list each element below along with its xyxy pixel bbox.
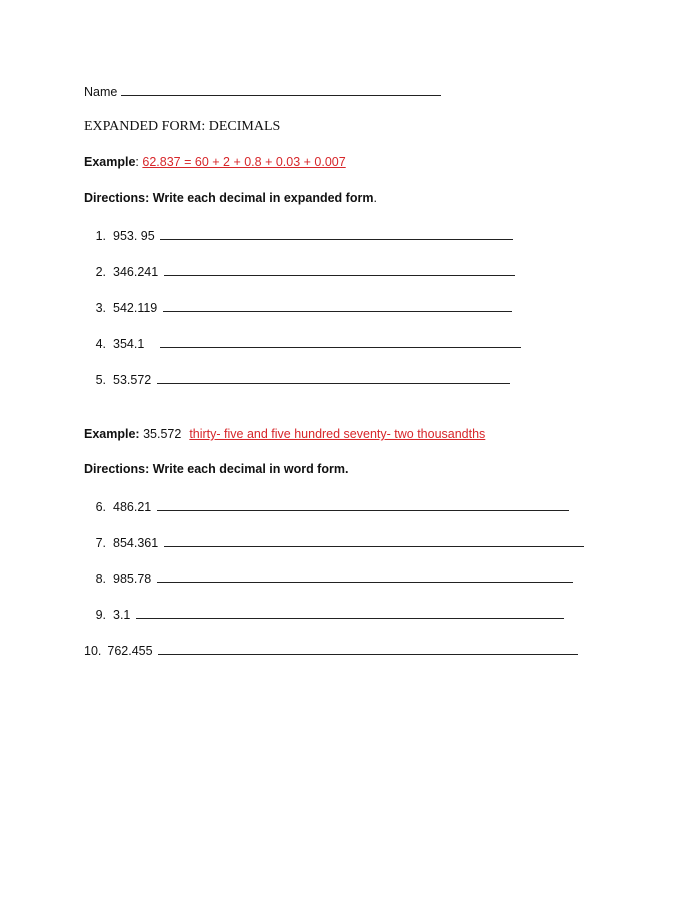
item-value: 53.572 [113,373,152,387]
answer-blank[interactable] [163,298,512,312]
item-number: 2. [95,265,106,279]
directions-period: . [373,191,377,205]
directions-word-form [84,461,348,477]
item-value: 542.119 [113,301,158,315]
item-value: 985.78 [113,572,152,586]
example-colon: : [135,155,139,169]
answer-blank[interactable] [157,569,573,583]
directions-expanded [84,190,377,206]
item-number: 7. [95,536,106,550]
list-item [84,370,510,388]
item-value: 854.361 [113,536,159,550]
worksheet-title: EXPANDED FORM: DECIMALS [84,119,281,134]
directions-label: Directions [84,191,146,205]
item-number: 9. [95,608,106,622]
item-value: 486.21 [113,500,152,514]
item-value: 953. 95 [113,229,155,243]
list-item [84,298,512,316]
list-item [84,334,521,352]
answer-blank[interactable] [160,226,513,240]
list-item [84,605,564,623]
directions-text: : Write each decimal in expanded form [145,191,374,205]
answer-blank[interactable] [157,370,510,384]
example-word-form [84,426,485,442]
answer-blank[interactable] [164,533,584,547]
example-label: Example: [84,427,140,441]
list-item [84,226,513,244]
list-item [84,641,578,659]
item-value: 762.455 [107,644,153,658]
name-label: Name [84,85,118,99]
list-item [84,569,573,587]
item-value: 346.241 [113,265,159,279]
answer-blank[interactable] [136,605,564,619]
item-value: 3.1 [113,608,131,622]
example-answer: thirty- five and five hundred seventy- two thousandths [189,427,486,441]
example-label: Example [84,155,136,169]
item-number: 1. [95,229,106,243]
item-value: 354.1 [113,337,145,351]
list-item [84,533,584,551]
item-number: 5. [95,373,106,387]
example-value: 35.572 [143,427,182,441]
directions-text: Write each decimal in word form. [152,462,349,476]
item-number: 8. [95,572,106,586]
item-number: 6. [95,500,106,514]
name-line [84,82,441,100]
directions-label: Directions: [84,462,150,476]
answer-blank[interactable] [160,334,521,348]
name-blank[interactable] [121,82,441,96]
list-item [84,497,569,515]
answer-blank[interactable] [157,497,569,511]
item-number: 4. [95,337,106,351]
answer-blank[interactable] [158,641,578,655]
item-number: 10. [84,644,102,658]
example-expanded [84,154,346,170]
answer-blank[interactable] [164,262,515,276]
list-item [84,262,515,280]
example-answer: 62.837 = 60 + 2 + 0.8 + 0.03 + 0.007 [142,155,346,169]
item-number: 3. [95,301,106,315]
